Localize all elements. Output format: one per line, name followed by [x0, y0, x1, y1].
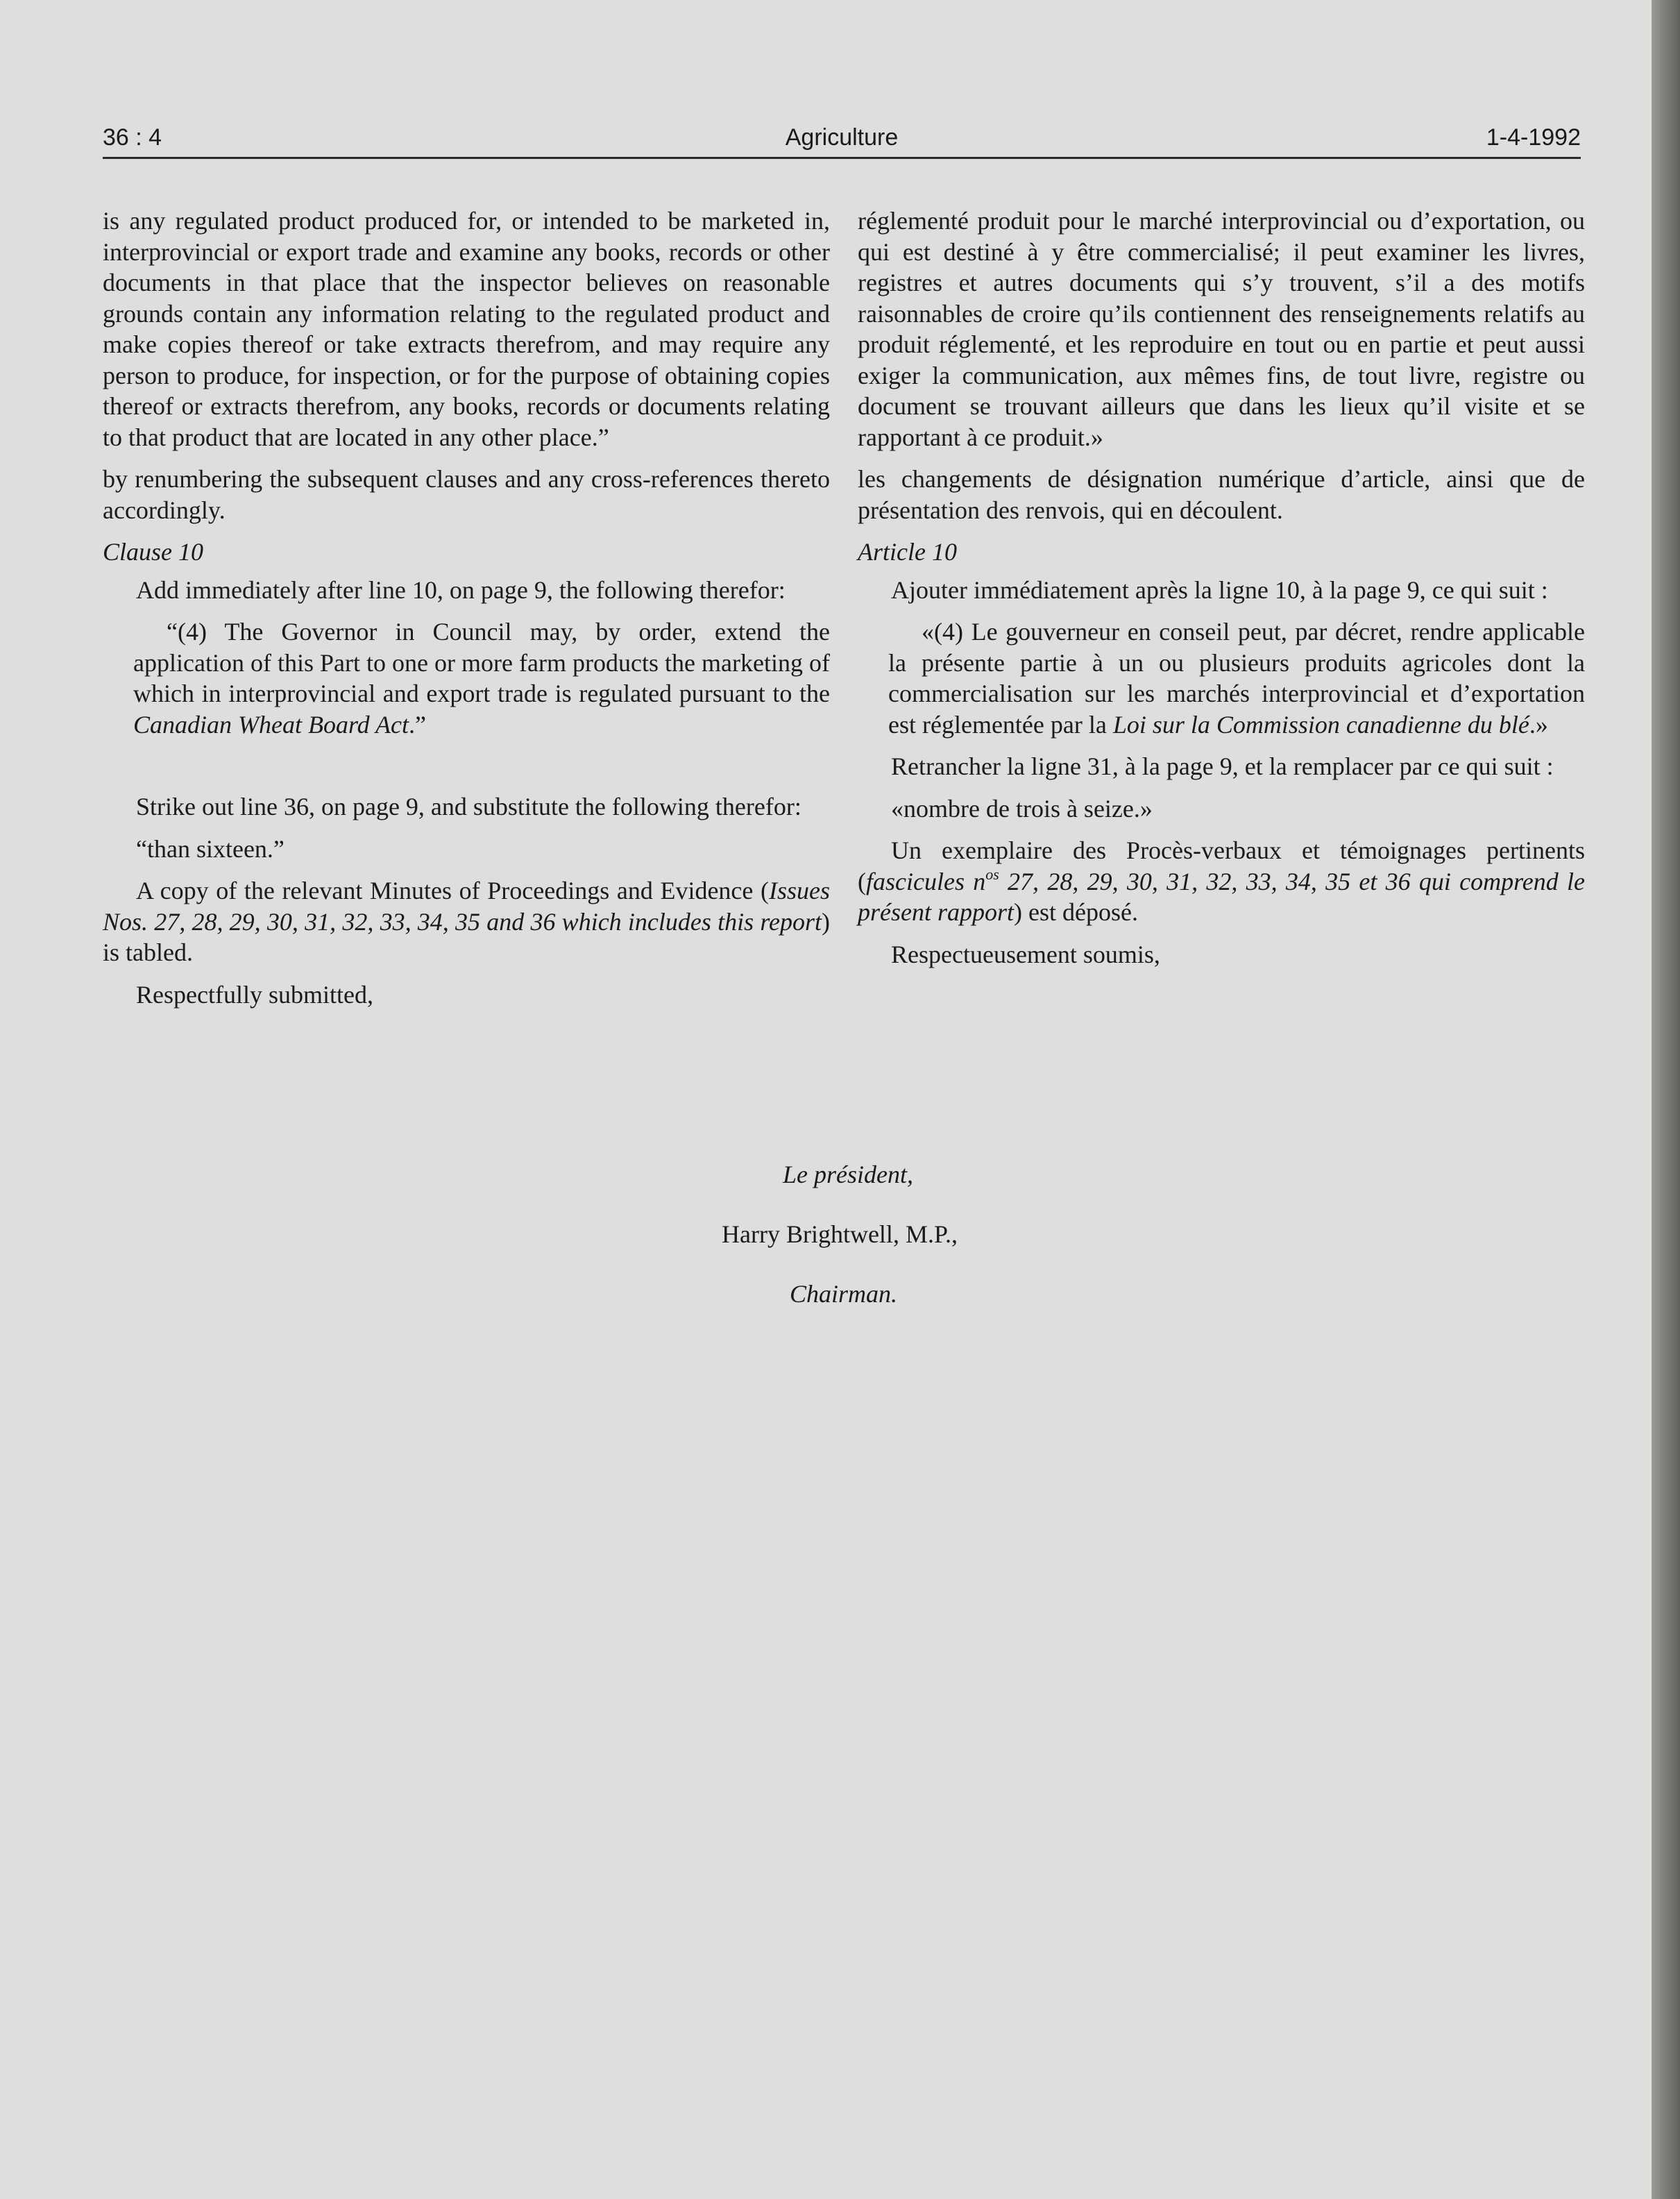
- issues-list: Issues Nos. 27, 28, 29, 30, 31, 32, 33, 34, 35 and 36 which includes this report: [103, 877, 830, 936]
- quote-end: .”: [408, 710, 426, 739]
- clause-heading: Clause 10: [103, 538, 204, 566]
- page-header: [103, 118, 1581, 159]
- chair-name: Harry Brightwell, M.P.,: [722, 1220, 958, 1248]
- ajouter-instruction: Ajouter immédiatement après la ligne 10, à la page 9, ce qui suit :: [891, 575, 1548, 604]
- act-title: Canadian Wheat Board Act: [133, 710, 409, 739]
- retrancher-instruction: Retrancher la ligne 31, à la page 9, et la remplacer par ce qui suit :: [891, 752, 1554, 780]
- changements-paragraph: les changements de désignation numérique d’article, ainsi que de présentation des renvois, qui en découlent.: [858, 465, 1585, 524]
- chair-title-fr: Le président,: [783, 1161, 913, 1188]
- depose-text: Un exemplaire des Procès-verbaux et témoignages pertinents (: [858, 836, 1585, 895]
- french-column: [858, 205, 1585, 981]
- page-number: 36 : 4: [103, 124, 162, 151]
- continued-paragraph-fr: réglementé produit pour le marché interprovincial ou d’exportation, ou qui est destiné à y être commercialisé; il peut examiner les livres, registres et autres documents qui s’y trouvent, s’il a des motifs raisonnables de croire qu’ils contiennent des renseignements relatifs au produit réglementé, et les reproduire en tout ou en partie et peut aussi exiger la communication, aux mêmes fins, de tout livre, registre ou document se trouvant ailleurs que dans les lieux qu’il visite et se rapportant à ce produit.»: [858, 207, 1585, 451]
- tabled-paragraph: [103, 875, 830, 968]
- signature-block: [694, 1159, 985, 1338]
- continued-paragraph: is any regulated product produced for, or intended to be marketed in, interprovincial or export trade and examine any books, records or other documents in that place that the inspector believes on reasonable grounds contain any information relating to the regulated product and make copies thereof or take extracts therefrom, and may require any person to produce, for inspection, or for the purpose of obtaining copies thereof or extracts therefrom, any books, records or documents relating to that product that are located in any other place.”: [103, 207, 830, 451]
- remplacer-text: «nombre de trois à seize.»: [891, 794, 1153, 823]
- running-title: Agriculture: [785, 124, 899, 151]
- page-date: 1-4-1992: [1486, 124, 1581, 151]
- chair-title-en: Chairman.: [790, 1280, 898, 1308]
- closing-line-fr: Respectueusement soumis,: [891, 940, 1160, 968]
- fascicules-label: fascicules n: [866, 867, 986, 895]
- tabled-end: ) is tabled.: [103, 907, 830, 966]
- closing-line: Respectfully submitted,: [136, 980, 373, 1009]
- page-edge: [1652, 0, 1680, 2199]
- renumber-paragraph: by renumbering the subsequent clauses and any cross-references thereto accordingly.: [103, 465, 830, 524]
- act-title-fr: Loi sur la Commission canadienne du blé: [1112, 710, 1529, 739]
- amendment-quote-fr: [858, 616, 1585, 740]
- fascicules-list: 27, 28, 29, 30, 31, 32, 33, 34, 35 et 36 qui comprend le présent rapport: [858, 867, 1586, 926]
- fascicules-sup: os: [985, 865, 999, 883]
- amendment-quote: [103, 616, 830, 740]
- tabled-text: A copy of the relevant Minutes of Proceedings and Evidence (: [136, 877, 769, 904]
- article-heading: Article 10: [858, 538, 957, 566]
- quote-end-fr: .»: [1529, 710, 1548, 739]
- add-instruction: Add immediately after line 10, on page 9, the following therefor:: [136, 575, 786, 604]
- english-column: [103, 205, 830, 1021]
- quote-text-fr: «(4) Le gouverneur en conseil peut, par décret, rendre applicable la présente partie à un ou plusieurs produits agricoles dont la commercialisation sur les marchés interprovincial et d’exportation est réglementée par la: [888, 618, 1585, 739]
- strike-instruction: Strike out line 36, on page 9, and substitute the following therefor:: [136, 793, 801, 820]
- depose-end: ) est déposé.: [1014, 898, 1138, 926]
- depose-paragraph: [858, 835, 1585, 928]
- substitute-text: “than sixteen.”: [136, 834, 285, 863]
- quote-text: “(4) The Governor in Council may, by order, extend the application of this Part to one or more farm products the marketing of which in interprovincial and export trade is regulated pursuant to the: [133, 618, 830, 707]
